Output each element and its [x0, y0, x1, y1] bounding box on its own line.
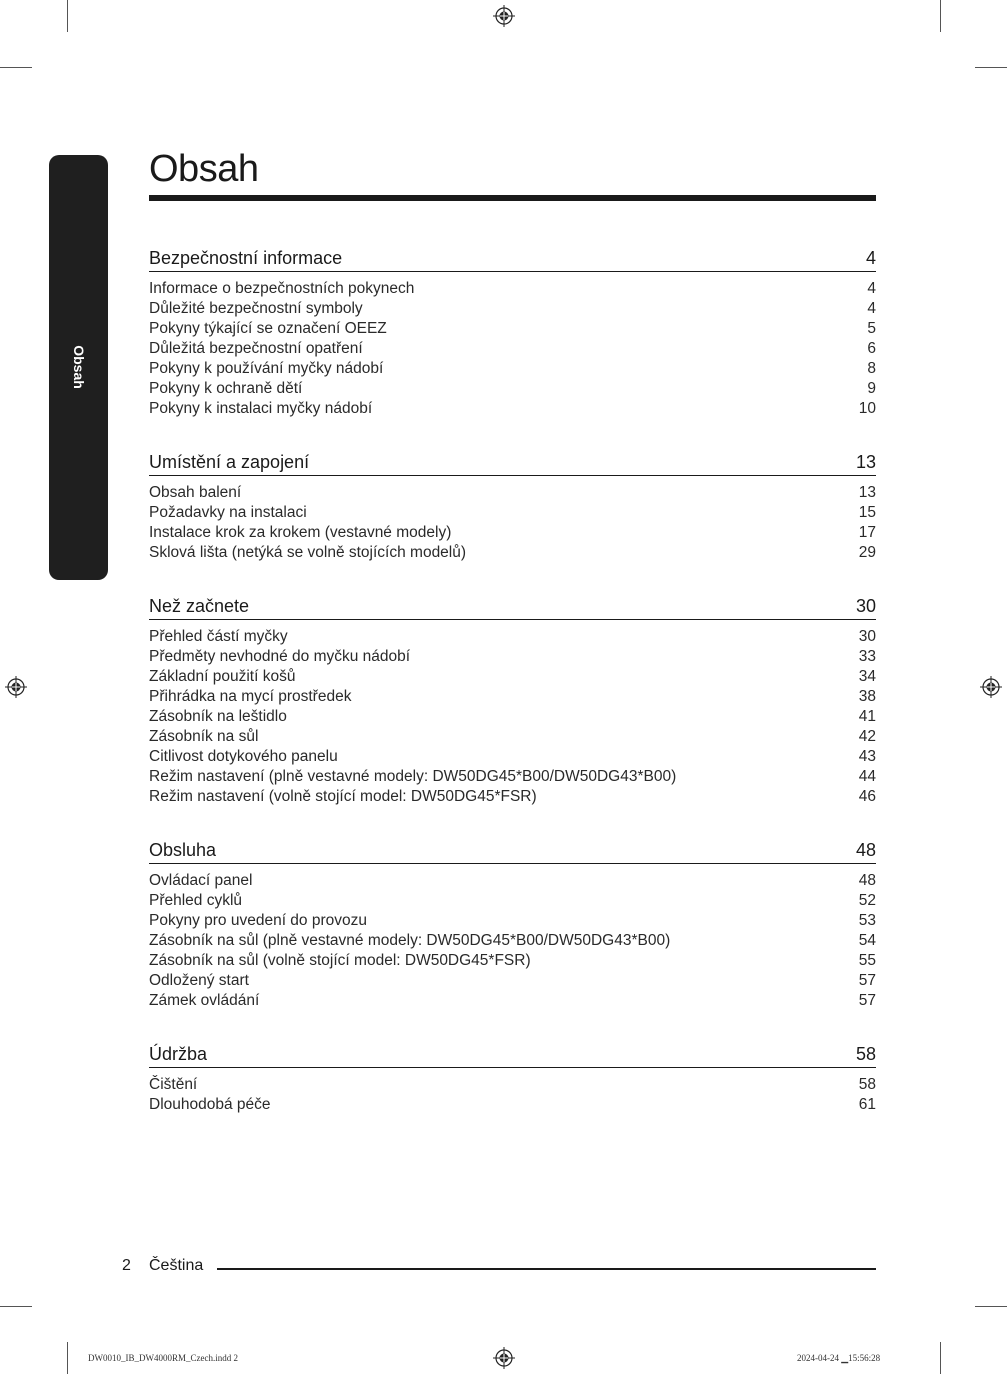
- toc-entry-page: 34: [858, 668, 876, 685]
- registration-mark-icon: [980, 676, 1002, 698]
- toc-entry-label: Zásobník na sůl (volně stojící model: DW50DG45*FSR): [149, 952, 531, 969]
- toc-entry[interactable]: [149, 379, 876, 399]
- toc-entry-page: 48: [858, 872, 876, 889]
- toc-entry-page: 6: [867, 340, 876, 357]
- toc-section: [149, 838, 876, 1011]
- toc-entry-label: Pokyny k ochraně dětí: [149, 380, 303, 397]
- toc-entry[interactable]: [149, 767, 876, 787]
- toc-entry-page: 15: [858, 504, 876, 521]
- toc-entry-page: 8: [867, 360, 876, 377]
- toc-entry-page: 4: [867, 300, 876, 317]
- toc-entry[interactable]: [149, 667, 876, 687]
- toc-entry[interactable]: [149, 503, 876, 523]
- toc-entry-page: 33: [858, 648, 876, 665]
- toc-entry-page: 38: [858, 688, 876, 705]
- toc-entry-label: Základní použití košů: [149, 668, 296, 685]
- chapter-side-tab: [49, 155, 108, 580]
- toc-entry[interactable]: [149, 647, 876, 667]
- toc-section: [149, 1042, 876, 1115]
- toc-section-page: 13: [855, 452, 876, 472]
- toc-entry-label: Informace o bezpečnostních pokynech: [149, 280, 415, 297]
- toc-entry[interactable]: [149, 991, 876, 1011]
- toc-entry[interactable]: [149, 931, 876, 951]
- toc-section: [149, 246, 876, 419]
- toc-section-title: Obsluha: [149, 840, 217, 860]
- toc-entry[interactable]: [149, 359, 876, 379]
- toc-section-heading[interactable]: [149, 594, 876, 620]
- print-file-info: DW0010_IB_DW4000RM_Czech.indd 2: [88, 1353, 238, 1363]
- toc-entry-label: Zásobník na sůl (plně vestavné modely: DW50DG45*B00/DW50DG43*B00): [149, 932, 671, 949]
- crop-mark: [940, 0, 941, 32]
- toc-entry[interactable]: [149, 399, 876, 419]
- toc-entry-label: Citlivost dotykového panelu: [149, 748, 338, 765]
- toc-entry-label: Zásobník na sůl: [149, 728, 259, 745]
- toc-entry-page: 57: [858, 992, 876, 1009]
- registration-mark-icon: [493, 1347, 515, 1369]
- toc-entry-page: 4: [867, 280, 876, 297]
- page-title: Obsah: [149, 148, 259, 190]
- toc-entry-label: Zásobník na leštidlo: [149, 708, 287, 725]
- toc-entry-page: 42: [858, 728, 876, 745]
- toc-entry-page: 5: [867, 320, 876, 337]
- toc-entry-label: Pokyny k používání myčky nádobí: [149, 360, 384, 377]
- toc-entry-label: Obsah balení: [149, 484, 242, 501]
- toc-section-title: Údržba: [149, 1044, 208, 1064]
- toc-entry-page: 46: [858, 788, 876, 805]
- toc-entry[interactable]: [149, 871, 876, 891]
- crop-mark: [67, 0, 68, 32]
- toc-section-page: 48: [855, 840, 876, 860]
- crop-mark: [0, 1306, 32, 1307]
- toc-entry-page: 9: [867, 380, 876, 397]
- toc-entry-page: 41: [858, 708, 876, 725]
- toc-section-title: Bezpečnostní informace: [149, 248, 343, 268]
- toc-entry[interactable]: [149, 687, 876, 707]
- toc-entry-label: Pokyny týkající se označení OEEZ: [149, 320, 387, 337]
- toc-entry-label: Důležité bezpečnostní symboly: [149, 300, 363, 317]
- toc-entry-page: 17: [858, 524, 876, 541]
- toc-entry-page: 29: [858, 544, 876, 561]
- toc-section-page: 58: [855, 1044, 876, 1064]
- toc-entry-page: 61: [858, 1096, 876, 1113]
- toc-entry[interactable]: [149, 543, 876, 563]
- crop-mark: [940, 1342, 941, 1374]
- toc-entry-page: 55: [858, 952, 876, 969]
- toc-entry-page: 58: [858, 1076, 876, 1093]
- toc-entry-label: Přihrádka na mycí prostředek: [149, 688, 352, 705]
- toc-entry[interactable]: [149, 483, 876, 503]
- toc-entry[interactable]: [149, 627, 876, 647]
- toc-entry-page: 52: [858, 892, 876, 909]
- toc-entry[interactable]: [149, 1075, 876, 1095]
- toc-section-heading[interactable]: [149, 838, 876, 864]
- toc-entry-page: 54: [858, 932, 876, 949]
- toc-section-heading[interactable]: [149, 246, 876, 272]
- print-timestamp: 2024-04-24 ▁15:56:28: [797, 1353, 881, 1363]
- toc-entry-label: Dlouhodobá péče: [149, 1096, 271, 1113]
- toc-entry-page: 10: [858, 400, 876, 417]
- toc-entry[interactable]: [149, 299, 876, 319]
- toc-entry[interactable]: [149, 951, 876, 971]
- footer-rule: [217, 1268, 876, 1270]
- toc-entry[interactable]: [149, 727, 876, 747]
- toc-entry[interactable]: [149, 339, 876, 359]
- toc-section-title: Než začnete: [149, 596, 250, 616]
- toc-entry-label: Pokyny pro uvedení do provozu: [149, 912, 367, 929]
- toc-entry-label: Přehled cyklů: [149, 892, 243, 909]
- toc-section-page: 30: [855, 596, 876, 616]
- crop-mark: [0, 67, 32, 68]
- crop-mark: [975, 1306, 1007, 1307]
- toc-section-heading[interactable]: [149, 1042, 876, 1068]
- toc-section-title: Umístění a zapojení: [149, 452, 310, 472]
- toc-entry-label: Režim nastavení (volně stojící model: DW50DG45*FSR): [149, 788, 537, 805]
- toc-entry-label: Požadavky na instalaci: [149, 504, 307, 521]
- toc-entry-label: Pokyny k instalaci myčky nádobí: [149, 400, 373, 417]
- toc-entry[interactable]: [149, 971, 876, 991]
- toc-section: [149, 594, 876, 807]
- toc-entry-page: 53: [858, 912, 876, 929]
- toc-entry-label: Ovládací panel: [149, 872, 253, 889]
- page-number: 2: [122, 1257, 131, 1274]
- toc-entry-label: Důležitá bezpečnostní opatření: [149, 340, 363, 357]
- toc-entry-label: Čištění: [149, 1076, 198, 1093]
- toc-entry[interactable]: [149, 279, 876, 299]
- toc-entry-page: 13: [858, 484, 876, 501]
- toc-entry-label: Přehled částí myčky: [149, 628, 288, 645]
- toc-entry[interactable]: [149, 523, 876, 543]
- toc-entry-label: Odložený start: [149, 972, 249, 989]
- toc-entry-label: Instalace krok za krokem (vestavné modely): [149, 524, 452, 541]
- toc-section-heading[interactable]: [149, 450, 876, 476]
- toc-entry-label: Režim nastavení (plně vestavné modely: DW50DG45*B00/DW50DG43*B00): [149, 768, 677, 785]
- toc-entry[interactable]: [149, 319, 876, 339]
- title-rule: [149, 195, 876, 201]
- toc-entry-page: 30: [858, 628, 876, 645]
- toc-section-page: 4: [865, 248, 876, 268]
- toc-entry-page: 57: [858, 972, 876, 989]
- toc-entry-page: 43: [858, 748, 876, 765]
- toc-entry[interactable]: [149, 1095, 876, 1115]
- toc-entry-label: Zámek ovládání: [149, 992, 260, 1009]
- toc-entry[interactable]: [149, 787, 876, 807]
- toc-entry[interactable]: [149, 707, 876, 727]
- toc-entry-page: 44: [858, 768, 876, 785]
- chapter-side-tab-label: Obsah: [70, 345, 87, 389]
- toc-entry[interactable]: [149, 911, 876, 931]
- toc-entry-label: Sklová lišta (netýká se volně stojících modelů): [149, 544, 467, 561]
- toc-entry[interactable]: [149, 747, 876, 767]
- table-of-contents: [149, 246, 876, 1146]
- toc-entry[interactable]: [149, 891, 876, 911]
- crop-mark: [975, 67, 1007, 68]
- toc-section: [149, 450, 876, 563]
- footer-language: Čeština: [149, 1257, 204, 1274]
- registration-mark-icon: [5, 676, 27, 698]
- page-footer: [122, 1257, 876, 1279]
- toc-entry-label: Předměty nevhodné do myčku nádobí: [149, 648, 411, 665]
- crop-mark: [67, 1342, 68, 1374]
- registration-mark-icon: [493, 5, 515, 27]
